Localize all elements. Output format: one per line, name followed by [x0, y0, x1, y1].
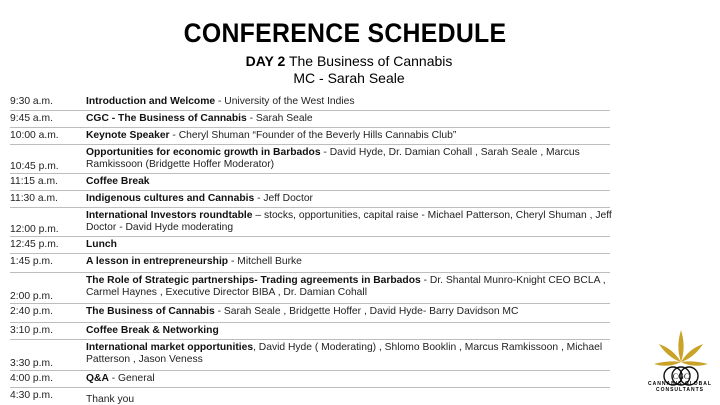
- schedule-row: [10, 208, 610, 237]
- subtitle: [0, 53, 698, 87]
- session-title: Introduction and Welcome: [86, 96, 216, 107]
- session-title: Lunch: [86, 239, 117, 250]
- schedule-row: [10, 388, 610, 404]
- schedule-description: [86, 96, 616, 108]
- schedule-table: [10, 94, 610, 404]
- session-title: The Role of Strategic partnerships- Trading agreements in Barbados: [86, 275, 421, 286]
- session-detail: - Cheryl Shuman “Founder of the Beverly Hills Cannabis Club”: [169, 130, 457, 141]
- schedule-time: 12:00 p.m.: [10, 224, 59, 235]
- schedule-description: [86, 390, 616, 405]
- day-theme: The Business of Cannabis: [288, 53, 453, 69]
- session-title: CGC - The Business of Cannabis: [86, 113, 247, 124]
- schedule-description: [86, 113, 616, 125]
- schedule-time: 4:30 p.m.: [10, 390, 53, 401]
- schedule-row: [10, 128, 610, 145]
- session-title: International Investors roundtable: [86, 210, 253, 221]
- schedule-row: [10, 371, 610, 388]
- page-title: CONFERENCE SCHEDULE: [183, 18, 507, 48]
- schedule-row: [10, 111, 610, 128]
- session-detail: - Sarah Seale: [246, 113, 313, 124]
- session-detail: - Dr. Shantal Munro-Knight CEO BCLA , Carmel Haynes , Executive Director BIBA , Dr. Damian Cohall: [86, 275, 606, 298]
- session-detail: – stocks, opportunities, capital raise - Michael Patterson, Cheryl Shuman , Jeff Doctor - David Hyde moderating: [86, 210, 612, 233]
- session-detail: - University of the West Indies: [215, 96, 355, 107]
- logo-text: [640, 381, 720, 393]
- schedule-row: [10, 323, 610, 340]
- schedule-row: [10, 191, 610, 208]
- schedule-time: 3:10 p.m.: [10, 325, 53, 336]
- session-title: Indigenous cultures and Cannabis: [86, 193, 255, 204]
- schedule-row: [10, 340, 610, 371]
- schedule-row: [10, 145, 610, 174]
- schedule-time: 2:40 p.m.: [10, 306, 53, 317]
- schedule-description: [86, 176, 616, 188]
- schedule-description: [86, 147, 616, 171]
- schedule-row: [10, 94, 610, 111]
- schedule-time: 4:00 p.m.: [10, 373, 53, 384]
- session-detail: - Jeff Doctor: [254, 193, 313, 204]
- session-title: International market opportunities: [86, 342, 254, 353]
- schedule-row: [10, 237, 610, 254]
- session-title: Coffee Break: [86, 176, 150, 187]
- schedule-description: [86, 275, 616, 299]
- schedule-time: 12:45 p.m.: [10, 239, 59, 250]
- day-line: [0, 53, 698, 70]
- schedule-time: 11:15 a.m.: [10, 176, 58, 187]
- schedule-time: 3:30 p.m.: [10, 358, 53, 369]
- schedule-description: [86, 342, 616, 366]
- session-title: The Business of Cannabis: [86, 306, 215, 317]
- schedule-description: [86, 193, 616, 205]
- mc-line: MC - Sarah Seale: [293, 70, 405, 86]
- schedule-row: [10, 273, 610, 304]
- schedule-row: [10, 304, 610, 323]
- schedule-time: 1:45 p.m.: [10, 256, 53, 267]
- session-detail: , David Hyde ( Moderating) , Shlomo Booklin , Marcus Ramkissoon , Michael Patterson , Jason Veness: [86, 342, 603, 365]
- session-detail: - Mitchell Burke: [228, 256, 302, 267]
- session-title: Q&A: [86, 373, 109, 384]
- schedule-row: [10, 254, 610, 273]
- session-title: Coffee Break & Networking: [86, 325, 219, 336]
- session-title: A lesson in entrepreneurship: [86, 256, 229, 267]
- schedule-row: [10, 174, 610, 191]
- schedule-description: [86, 130, 616, 142]
- schedule-time: 2:00 p.m.: [10, 291, 53, 302]
- schedule-description: [86, 373, 616, 385]
- logo-line1: CANNABIS GLOBAL: [648, 381, 712, 387]
- schedule-description: [86, 239, 616, 251]
- schedule-time: 9:30 a.m.: [10, 96, 53, 107]
- schedule-time: 9:45 a.m.: [10, 113, 53, 124]
- session-title: Keynote Speaker: [86, 130, 170, 141]
- session-title: Opportunities for economic growth in Barbados: [86, 147, 321, 158]
- schedule-description: [86, 210, 616, 234]
- day-label: DAY 2: [245, 53, 286, 69]
- schedule-description: [86, 256, 616, 268]
- schedule-description: [86, 306, 616, 318]
- schedule-time: 11:30 a.m.: [10, 193, 58, 204]
- schedule-time: 10:45 p.m.: [10, 161, 59, 172]
- schedule-description: [86, 325, 616, 337]
- session-detail: - Sarah Seale , Bridgette Hoffer , David Hyde- Barry Davidson MC: [214, 306, 519, 317]
- session-detail: - General: [108, 373, 155, 384]
- logo-line2: CONSULTANTS: [655, 387, 705, 393]
- session-detail: - David Hyde, Dr. Damian Cohall , Sarah Seale , Marcus Ramkissoon (Bridgette Hoffer Moderator): [86, 147, 580, 170]
- session-detail: Thank you: [86, 394, 135, 405]
- logo-monogram: CGC: [672, 372, 690, 381]
- schedule-time: 10:00 a.m.: [10, 130, 59, 141]
